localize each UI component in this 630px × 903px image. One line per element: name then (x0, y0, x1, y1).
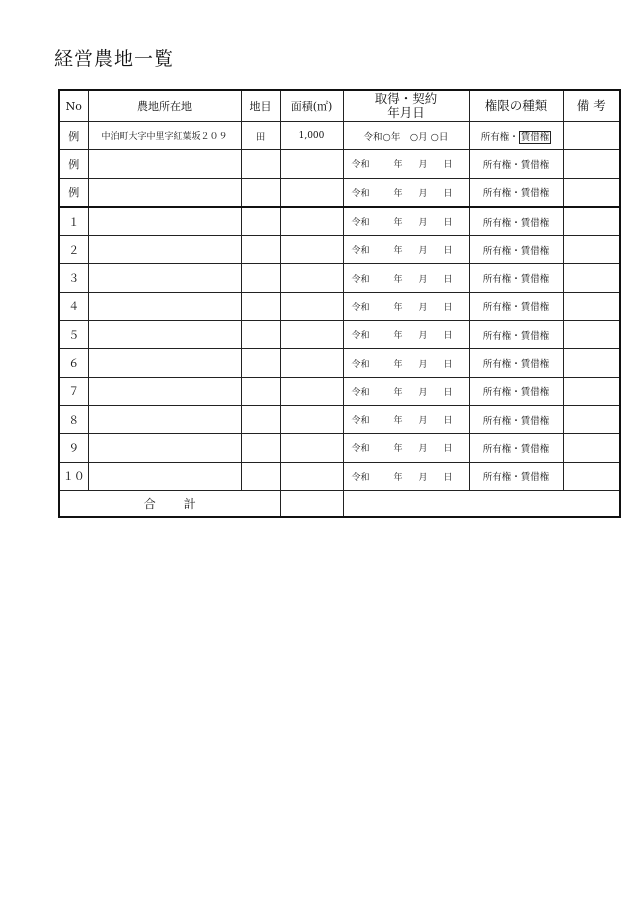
row-rights[interactable]: 所有権・賃借権 (469, 462, 563, 490)
date-month: 月 (418, 387, 428, 398)
row-area[interactable] (280, 150, 343, 178)
date-day: 日 (443, 218, 453, 229)
row-land-category[interactable]: 田 (241, 122, 280, 150)
table-row (59, 462, 620, 490)
row-no: １０ (59, 462, 88, 490)
date-month: 月 (418, 416, 428, 427)
date-template (352, 385, 461, 398)
row-rights[interactable]: 所有権・賃借権 (469, 377, 563, 405)
row-notes[interactable] (563, 349, 620, 377)
row-no: 例 (59, 122, 88, 150)
date-year: 年 (393, 188, 403, 199)
row-land-category[interactable] (241, 150, 280, 178)
row-notes[interactable] (563, 292, 620, 320)
table-row (59, 434, 620, 462)
row-notes[interactable] (563, 321, 620, 349)
table-row (59, 207, 620, 236)
date-year: 年 (393, 416, 403, 427)
row-date[interactable] (343, 321, 469, 349)
date-month: 月 (418, 444, 428, 455)
row-date[interactable] (343, 462, 469, 490)
row-location[interactable] (88, 264, 241, 292)
row-area[interactable]: 1,000 (280, 122, 343, 150)
row-notes[interactable] (563, 377, 620, 405)
row-location[interactable] (88, 405, 241, 433)
date-month: 月 (418, 218, 428, 229)
row-location[interactable] (88, 236, 241, 264)
table-row (59, 349, 620, 377)
row-location[interactable] (88, 377, 241, 405)
date-month: 月 (418, 274, 428, 285)
date-year: 年 (393, 218, 403, 229)
row-location[interactable] (88, 207, 241, 236)
total-label-cell (59, 490, 280, 517)
row-location[interactable] (88, 434, 241, 462)
row-no: ９ (59, 434, 88, 462)
row-notes[interactable] (563, 178, 620, 207)
row-notes[interactable] (563, 264, 620, 292)
row-land-category[interactable] (241, 264, 280, 292)
date-day: 日 (443, 188, 453, 199)
row-rights[interactable] (469, 122, 563, 150)
row-no: ２ (59, 236, 88, 264)
row-notes[interactable] (563, 462, 620, 490)
date-day: 日 (443, 444, 453, 455)
row-rights[interactable]: 所有権・賃借権 (469, 434, 563, 462)
date-month: 月 (418, 188, 428, 199)
date-day: 日 (443, 274, 453, 285)
total-label: 合計 (143, 496, 224, 511)
date-template (352, 215, 461, 228)
table-row (59, 321, 620, 349)
row-no: ３ (59, 264, 88, 292)
row-rights[interactable]: 所有権・賃借権 (469, 236, 563, 264)
header-area: 面積(㎡) (280, 90, 343, 122)
row-location[interactable] (88, 178, 241, 207)
row-notes[interactable] (563, 434, 620, 462)
row-area[interactable] (280, 377, 343, 405)
date-era: 令和 (351, 387, 370, 398)
date-era: 令和 (351, 444, 370, 455)
date-month: 月 (418, 160, 428, 171)
row-rights[interactable]: 所有権・賃借権 (469, 349, 563, 377)
date-month: 月 (418, 246, 428, 257)
row-area[interactable] (280, 178, 343, 207)
date-template (352, 186, 461, 199)
row-date[interactable] (343, 264, 469, 292)
farmland-table (58, 89, 621, 518)
row-area[interactable] (280, 462, 343, 490)
row-no: ７ (59, 377, 88, 405)
rights-lease-selected: 賃借権 (520, 131, 550, 143)
row-location[interactable] (88, 321, 241, 349)
total-row (59, 490, 620, 517)
row-land-category[interactable] (241, 178, 280, 207)
header-notes: 備 考 (563, 90, 620, 122)
row-land-category[interactable] (241, 321, 280, 349)
total-area[interactable] (280, 490, 343, 517)
row-no: ６ (59, 349, 88, 377)
date-month: 月 (418, 302, 428, 313)
row-rights[interactable]: 所有権・賃借権 (469, 321, 563, 349)
row-date[interactable]: 令和○年 ○月 ○日 (343, 122, 469, 150)
date-era: 令和 (351, 472, 370, 483)
header-row (59, 90, 620, 122)
row-notes[interactable] (563, 236, 620, 264)
table-row (59, 292, 620, 320)
row-no: ４ (59, 292, 88, 320)
date-month: 月 (418, 359, 428, 370)
row-area[interactable] (280, 349, 343, 377)
row-area[interactable] (280, 292, 343, 320)
row-date[interactable] (343, 150, 469, 178)
row-location[interactable] (88, 292, 241, 320)
date-year: 年 (393, 359, 403, 370)
row-land-category[interactable] (241, 349, 280, 377)
date-day: 日 (443, 359, 453, 370)
header-date (343, 90, 469, 122)
header-date-line1: 取得・契約 (374, 91, 438, 106)
row-area[interactable] (280, 405, 343, 433)
date-day: 日 (443, 387, 453, 398)
date-year: 年 (393, 302, 403, 313)
row-land-category[interactable] (241, 462, 280, 490)
row-location[interactable] (88, 150, 241, 178)
date-template (352, 157, 461, 170)
row-area[interactable] (280, 236, 343, 264)
date-month: 月 (418, 472, 428, 483)
row-area[interactable] (280, 264, 343, 292)
row-land-category[interactable] (241, 405, 280, 433)
table-row (59, 405, 620, 433)
row-notes[interactable] (563, 405, 620, 433)
row-location[interactable] (88, 349, 241, 377)
date-template (352, 413, 461, 426)
row-date[interactable] (343, 377, 469, 405)
date-template (352, 300, 461, 313)
date-day: 日 (443, 160, 453, 171)
row-notes[interactable] (563, 207, 620, 236)
table-row (59, 377, 620, 405)
date-template (352, 272, 461, 285)
table-row (59, 150, 620, 178)
date-era: 令和 (351, 274, 370, 285)
header-rights: 権限の種類 (469, 90, 563, 122)
page-title: 経営農地一覧 (54, 48, 175, 70)
example-row (59, 122, 620, 150)
date-template (352, 357, 461, 370)
header-land-category: 地目 (241, 90, 280, 122)
date-year: 年 (393, 246, 403, 257)
row-date[interactable] (343, 349, 469, 377)
date-era: 令和 (351, 416, 370, 427)
row-rights[interactable]: 所有権・賃借権 (469, 207, 563, 236)
row-land-category[interactable] (241, 292, 280, 320)
table-row (59, 236, 620, 264)
row-date[interactable] (343, 178, 469, 207)
row-rights[interactable]: 所有権・賃借権 (469, 405, 563, 433)
row-area[interactable] (280, 207, 343, 236)
date-template (352, 470, 461, 483)
date-template (352, 243, 461, 256)
row-area[interactable] (280, 321, 343, 349)
row-no: ８ (59, 405, 88, 433)
date-year: 年 (393, 472, 403, 483)
header-no: No (59, 90, 88, 122)
date-era: 令和 (351, 302, 370, 313)
table-row (59, 264, 620, 292)
row-land-category[interactable] (241, 207, 280, 236)
row-land-category[interactable] (241, 236, 280, 264)
row-rights[interactable]: 所有権・賃借権 (469, 292, 563, 320)
row-rights[interactable]: 所有権・賃借権 (469, 150, 563, 178)
row-area[interactable] (280, 434, 343, 462)
row-date[interactable] (343, 405, 469, 433)
header-date-line2: 年月日 (387, 105, 425, 120)
date-year: 年 (393, 160, 403, 171)
date-day: 日 (443, 472, 453, 483)
row-date[interactable] (343, 292, 469, 320)
date-era: 令和 (351, 218, 370, 229)
row-no: １ (59, 207, 88, 236)
date-era: 令和 (351, 359, 370, 370)
row-notes[interactable] (563, 150, 620, 178)
row-rights[interactable]: 所有権・賃借権 (469, 178, 563, 207)
date-era: 令和 (351, 188, 370, 199)
date-day: 日 (443, 416, 453, 427)
date-month: 月 (418, 331, 428, 342)
row-location[interactable] (88, 462, 241, 490)
date-year: 年 (393, 274, 403, 285)
date-year: 年 (393, 387, 403, 398)
row-land-category[interactable] (241, 377, 280, 405)
date-year: 年 (393, 444, 403, 455)
date-day: 日 (443, 246, 453, 257)
row-no: ５ (59, 321, 88, 349)
row-date[interactable] (343, 236, 469, 264)
date-year: 年 (393, 331, 403, 342)
rights-owner: 所有権・ (480, 131, 519, 143)
table-row (59, 178, 620, 207)
date-era: 令和 (351, 246, 370, 257)
header-location: 農地所在地 (88, 90, 241, 122)
date-template (352, 328, 461, 341)
row-location[interactable]: 中泊町大字中里字紅葉坂２０９ (88, 122, 241, 150)
date-day: 日 (443, 331, 453, 342)
row-date[interactable] (343, 207, 469, 236)
row-land-category[interactable] (241, 434, 280, 462)
date-template (352, 441, 461, 454)
row-notes[interactable] (563, 122, 620, 150)
row-no: 例 (59, 150, 88, 178)
date-day: 日 (443, 302, 453, 313)
date-era: 令和 (351, 331, 370, 342)
total-remarks[interactable] (343, 490, 620, 517)
row-no: 例 (59, 178, 88, 207)
date-era: 令和 (351, 160, 370, 171)
row-rights[interactable]: 所有権・賃借権 (469, 264, 563, 292)
row-date[interactable] (343, 434, 469, 462)
